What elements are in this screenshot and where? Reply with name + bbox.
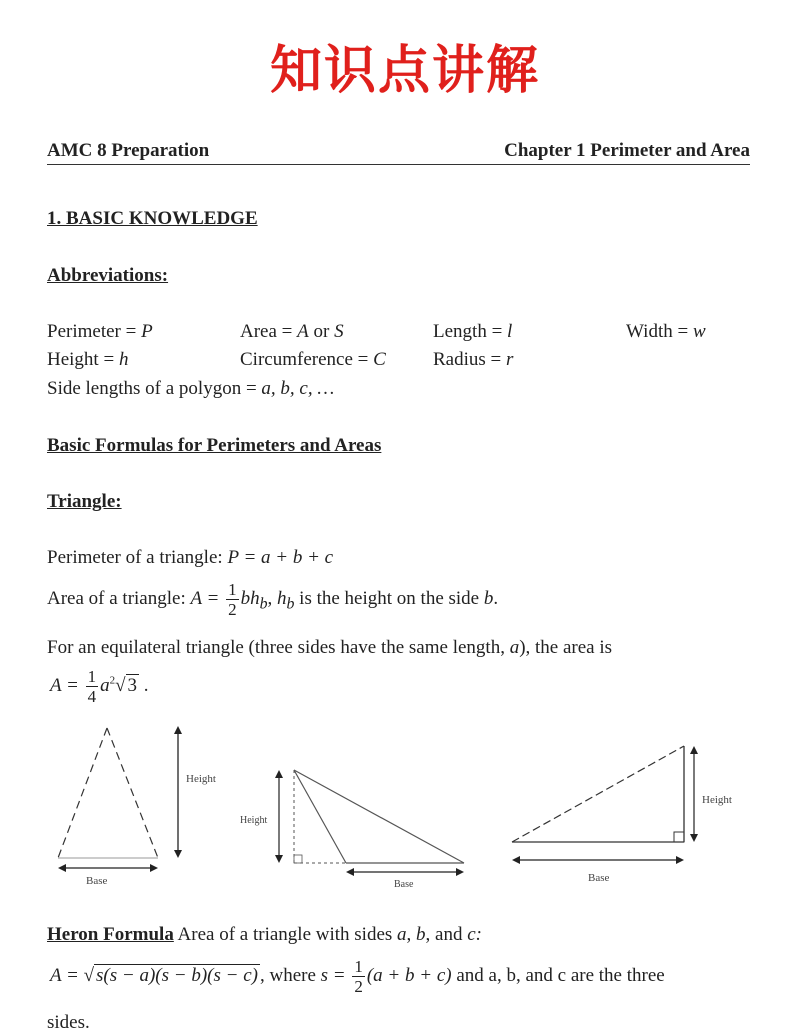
abbreviations-title: Abbreviations: [47,265,169,286]
tri1-height-label: Height [186,773,216,785]
abbr-width: Width = w [626,321,706,342]
tri3-height-label: Height [702,794,732,806]
diagram-obtuse-triangle [240,770,464,890]
triangle-perimeter: Perimeter of a triangle: P = a + b + c [47,547,334,568]
abbr-perimeter: Perimeter = P [47,321,153,342]
tri1-base-label: Base [86,875,108,887]
triangle-diagrams [0,720,810,895]
heron-title: Heron Formula [47,924,174,945]
basic-formulas-title: Basic Formulas for Perimeters and Areas [47,435,382,456]
heron-line: Heron Formula Area of a triangle with sides a, b, and c: [47,924,482,945]
section-basic-knowledge: 1. BASIC KNOWLEDGE [47,208,258,229]
banner-title: 知识点讲解 [269,41,540,101]
equilateral-formula: A = $\frac{1}{4}$ $a^2√$ 3 . [50,667,149,706]
abbr-area: Area = A or S [240,321,344,342]
header-left: AMC 8 Preparation [47,140,210,161]
fraction-half: $\frac{1}{2}$ [228,580,237,619]
diagram-isosceles-triangle [58,726,216,887]
equilateral-text: For an equilateral triangle (three sides have the same length, a), the area is [47,637,613,658]
triangle-title: Triangle: [47,491,122,512]
tri2-base-label: Base [394,879,414,890]
fraction-quarter: $\frac{1}{4}$ [87,667,97,706]
tri2-height-label: Height [240,815,268,826]
heron-sides: sides. [47,1012,90,1033]
fraction-half-heron: $\frac{1}{2}$ [354,957,363,996]
abbr-side-lengths: Side lengths of a polygon = a, b, c, … [47,378,335,399]
diagram-right-triangle [512,746,732,884]
abbr-length: Length = l [433,321,513,342]
abbr-height: Height = h [47,349,129,370]
abbr-circumference: Circumference = C [240,349,386,370]
page-header [47,140,750,165]
header-right: Chapter 1 Perimeter and Area [504,140,750,161]
tri3-base-label: Base [588,872,610,884]
triangle-area: Area of a triangle: A = $\frac{1}{2}$ $bh_b$, $h_b$ is the height on the side b. [47,580,499,619]
heron-formula: A = √ s(s − a)(s − b)(s − c) , where s = $\frac{1}{2}$ (a + b + c) and a, b, and c are the three [50,957,665,996]
abbr-radius: Radius = r [433,349,514,370]
